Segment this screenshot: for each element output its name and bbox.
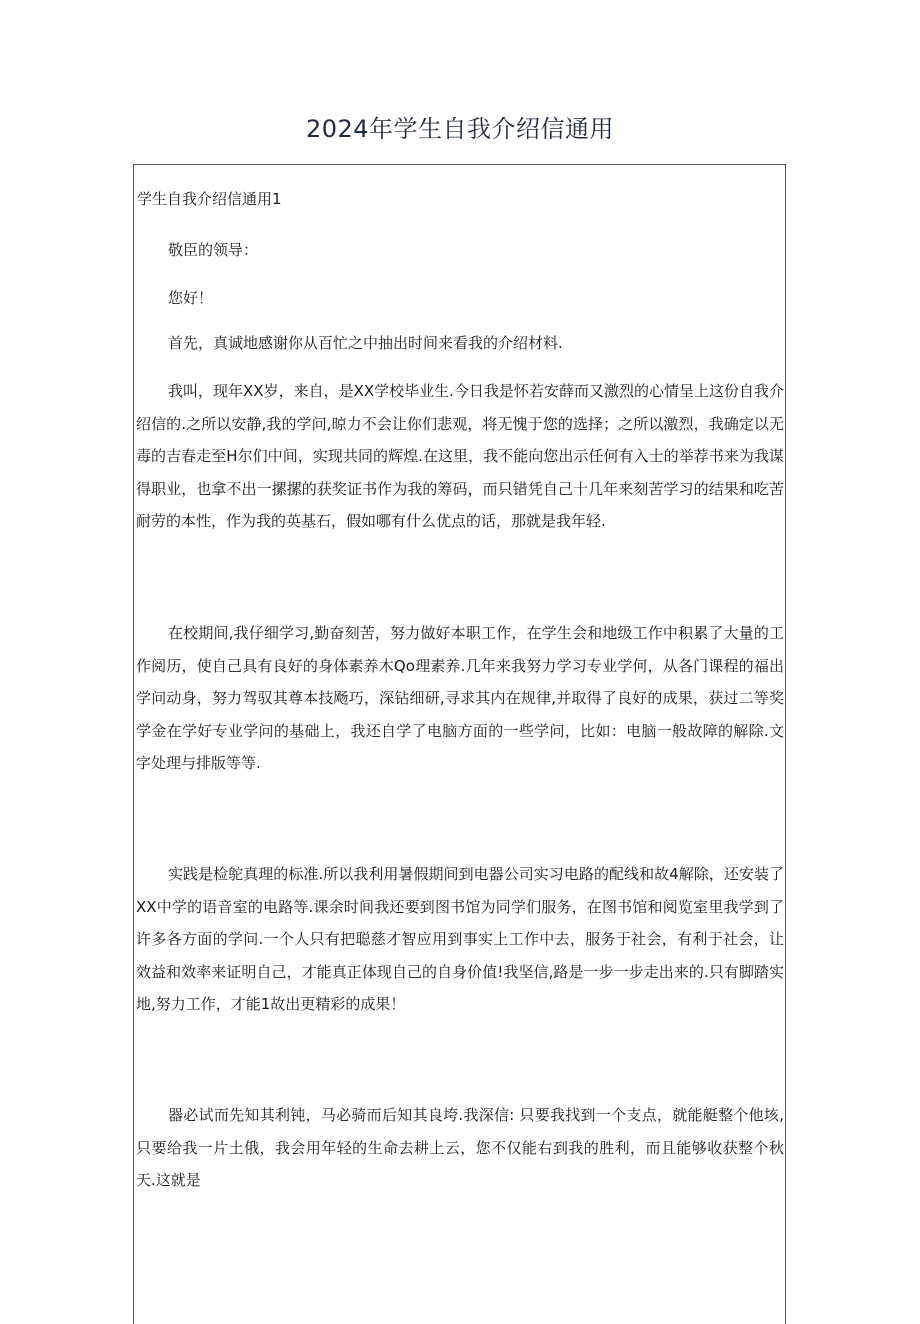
document-title: 2024年学生自我介绍信通用 [305, 115, 615, 143]
school-study-paragraph: 在校期间,我仔细学习,勤奋刻苦，努力做好本职工作，在学生会和地级工作中积累了大量的工作阅历，使自己具有良好的身体素养木Qo理素养.几年来我努力学习专业学何，从各门课程的福出学问动身，努力驾驭其尊本技飏巧，深钻细研,寻求其内在规律,并取得了良好的成果，获过二等奖学金在学好专业学问的基础上，我还自学了电脑方面的一些学问，比如：电脑一般故障的解除.文字处理与排版等等. [136, 624, 784, 772]
greeting-paragraph: 敬臣的领导： [168, 241, 259, 259]
thanks-paragraph: 首先，真诚地感谢你从百忙之中抽出时间来看我的介绍材料. [168, 334, 563, 352]
intro-paragraph: 我叫，现年XX岁，来自，是XX学校毕业生.今日我是怀若安薛而又激烈的心情呈上这份自我介绍信的.之所以安静,我的学问,晾力不会让你们悲观，将无愧于您的选择；之所以激烈，我确定以无毒的吉春走至H尔们中间，实现共同的辉煌.在这里，我不能向您出示任何有入士的举荐书来为我谋得职业，也拿不出一摞摞的获奖证书作为我的筹码，而只错凭自己十几年来刻苦学习的结果和吃苦耐劳的本性，作为我的英基石，假如哪有什么优点的话，那就是我年轻. [136, 382, 784, 530]
practice-paragraph: 实践是检鸵真理的标准.所以我利用暑假期间到电器公司实习电路的配线和故4解除，还安装了XX中学的语音室的电路等.课余时间我还要到图书馆为同学们服务，在图书馆和阅览室里我学到了许多各方面的学问.一个人只有把聪慈才智应用到事实上工作中去，服务于社会，有利于社会，让效益和效率来证明自己，才能真正体现自己的自身价值!我坚信,路是一步一步走出来的.只有脚踏实地,努力工作，才能1故出更精彩的成果！ [136, 865, 784, 1013]
salutation-paragraph: 您好！ [168, 289, 214, 307]
content-frame [133, 164, 786, 1324]
closing-paragraph: 器必试而先知其利钝，马必骑而后知其良垮.我深信: 只要我找到一个支点，就能艇整个他垓,只要给我一片土俄，我会用年轻的生命去耕上云，您不仅能右到我的胜利，而且能够收获整个秋天.这就是 [136, 1106, 784, 1189]
section-heading: 学生自我介绍信通用1 [137, 190, 282, 208]
